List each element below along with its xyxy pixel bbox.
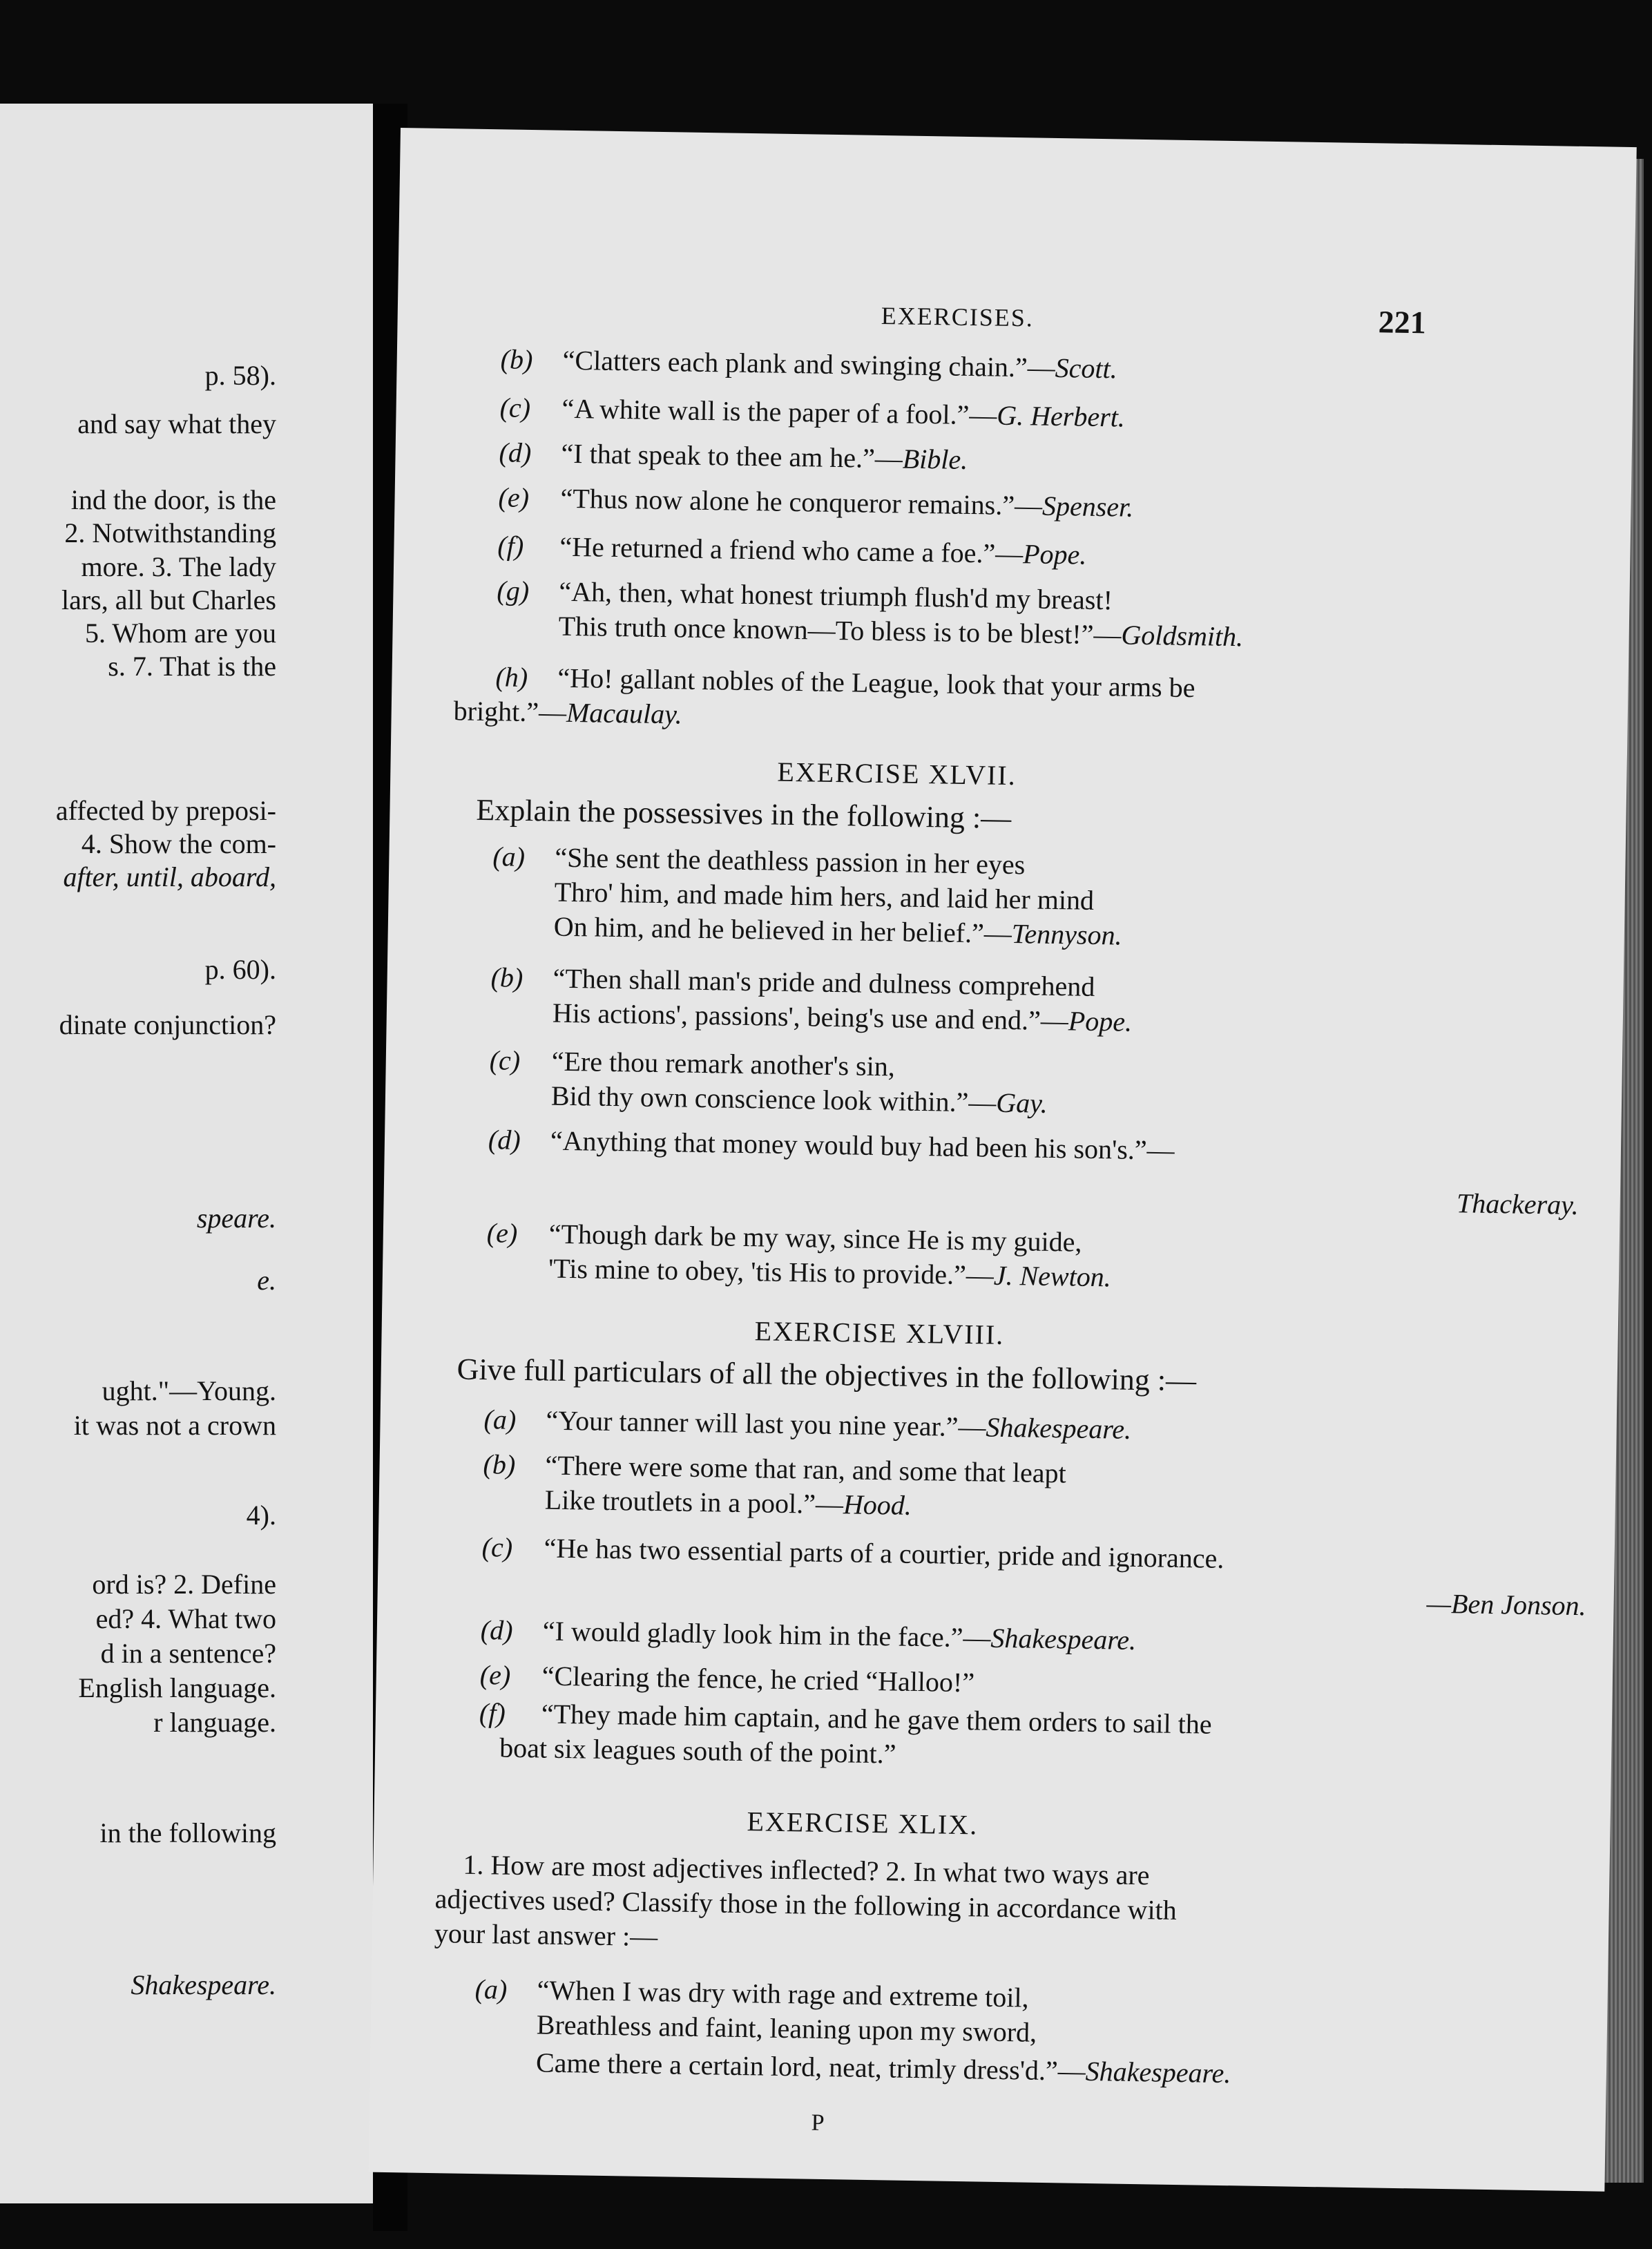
text-line [474,2046,1231,2089]
text-line [487,1217,1082,1259]
left-page-line: ed? 4. What two [95,1603,276,1634]
right-page [369,128,1637,2192]
left-page-line: e. [257,1265,276,1296]
text-line [453,695,682,730]
quote-text: “Anything that money would buy had been his son's.”— [550,1124,1175,1166]
text-line [498,481,1133,523]
text-line [480,1614,1136,1656]
text-line [492,875,1094,917]
text-line [489,1044,895,1082]
text-line [434,1917,658,1953]
quote-text: “Clearing the fence, he cried “Halloo!” [541,1660,975,1698]
item-label: (a) [483,1404,517,1435]
left-page-line: 2. Notwithstanding [64,517,276,548]
text-line [486,1252,1111,1293]
item-label: (a) [474,1973,508,2005]
author-attribution: Scott. [1055,352,1118,385]
text-line [482,1483,912,1522]
item-label: (c) [499,392,531,424]
text-line [496,609,1243,653]
quote-text: your last answer :— [434,1917,658,1953]
left-page-line: it was not a crown [73,1410,276,1441]
quote-text: “Ere thou remark another's sin, [551,1045,896,1082]
author-attribution: Spenser. [1041,490,1134,523]
item-label: (e) [479,1659,511,1691]
quote-text: “There were some that ran, and some that leapt [545,1449,1067,1489]
quote-text: 'Tis mine to obey, 'tis His to provide.”— [548,1252,995,1291]
text-line [497,530,1087,571]
left-page-line: d in a sentence? [100,1638,276,1669]
author-attribution: Pope. [1022,538,1087,571]
quote-text: “I would gladly look him in the face.”— [542,1615,991,1654]
running-head: EXERCISES. [881,301,1035,332]
exercise-49-heading: EXERCISE XLIX. [747,1806,979,1841]
text-line [489,1079,1048,1120]
item-label: (f) [479,1697,506,1729]
quote-text: 1. How are most adjectives inflected? 2. In what two ways are [463,1848,1150,1891]
item-label: (e) [498,481,530,513]
author-attribution: —Ben Jonson. [1426,1587,1586,1622]
text-line [490,961,1095,1003]
author-attribution: Shakespeare. [1085,2055,1231,2089]
text-line [474,1973,1029,2014]
item-label: (d) [480,1614,513,1646]
author-attribution: Gay. [995,1087,1048,1119]
author-attribution: Bible. [902,443,968,475]
left-page-line: p. 58). [204,360,276,391]
left-page-line: English language. [78,1672,276,1703]
item-label: (b) [500,343,533,376]
quote-text: “They made him captain, and he gave them orders to sail the [541,1698,1212,1740]
quote-text: “Clatters each plank and swinging chain.”— [562,344,1056,383]
left-page-line: p. 60). [204,954,276,985]
item-label: (d) [488,1124,521,1156]
item-label: (b) [483,1448,516,1480]
text-line [499,437,968,476]
quote-text: His actions', passions', being's use and end.”— [552,997,1069,1037]
text-line [481,1531,1224,1575]
text-line [483,1404,1131,1446]
item-label: (f) [497,530,524,562]
quote-text: This truth once known—To bless is to be blest!”— [558,610,1122,651]
left-page-line: lars, all but Charles [61,584,276,615]
author-attribution: Goldsmith. [1121,619,1244,653]
left-page-line: s. 7. That is the [108,651,276,682]
quote-text: “Thus now alone he conqueror remains.”— [560,482,1043,521]
left-page-line: ught."—Young. [102,1375,276,1406]
left-page-line: speare. [196,1203,276,1234]
quote-text: Breathless and faint, leaning upon my sword, [536,2009,1037,2048]
left-page-line: and say what they [77,408,276,439]
author-attribution: Shakespeare. [990,1622,1137,1656]
exercise-48-instructions: Give full particulars of all the objectives in the following :— [457,1352,1197,1398]
left-page-line: 4). [246,1500,276,1531]
text-line [500,343,1117,385]
quote-text: Like troutlets in a pool.”— [544,1484,844,1520]
exercise-47-instructions: Explain the possessives in the following :— [476,792,1012,836]
author-attribution: Shakespeare. [986,1411,1132,1445]
author-attribution: Tennyson. [1011,918,1122,951]
quote-text: “Ah, then, what honest triumph flush'd my breast! [559,575,1113,616]
text-line [492,841,1026,881]
text-line [474,2008,1037,2049]
left-page-line: ind the door, is the [70,484,276,515]
quote-text: “When I was dry with rage and extreme toil, [537,1974,1029,2013]
text-line [479,1659,974,1698]
author-attribution: Thackeray. [1456,1187,1579,1221]
item-label: (h) [495,661,528,693]
text-line [1364,1587,1586,1622]
quote-text: adjectives used? Classify those in the following in accordance with [434,1883,1178,1926]
quote-text: “I that speak to thee am he.”— [561,437,903,475]
left-page [0,104,373,2203]
text-line [1394,1187,1579,1221]
left-page-line: 5. Whom are you [85,618,276,649]
quote-text: “He has two essential parts of a courtier, pride and ignorance. [544,1532,1224,1574]
text-line [492,910,1122,951]
quote-text: Thro' him, and made him hers, and laid her mind [554,876,1095,916]
text-line [483,1448,1066,1489]
left-page-line: affected by preposi- [55,795,276,826]
text-line [488,1124,1175,1167]
item-label: (a) [492,841,526,872]
page-number: 221 [1378,304,1427,341]
exercise-47-heading: EXERCISE XLVII. [777,756,1017,792]
quote-text: boat six leagues south of the point.” [499,1732,896,1770]
item-label: (d) [499,437,532,469]
item-label: (c) [489,1044,521,1076]
signature-mark: P [811,2109,825,2136]
quote-text: Came there a certain lord, neat, trimly dress'd.”— [535,2047,1086,2087]
left-page-line: after, until, aboard, [63,861,276,892]
item-label: (e) [486,1217,518,1249]
item-label: (c) [481,1531,513,1563]
author-attribution: Pope. [1068,1005,1133,1037]
left-page-line: more. 3. The lady [81,551,276,582]
quote-text: “A white wall is the paper of a fool.”— [561,392,997,431]
text-line [490,996,1133,1038]
item-label: (g) [497,575,530,607]
author-attribution: G. Herbert. [997,399,1126,433]
quote-text: “Your tanner will last you nine year.”— [546,1404,986,1443]
left-page-line: Shakespeare. [131,1969,276,2000]
text-line [499,392,1125,433]
quote-text: “She sent the deathless passion in her eyes [555,841,1026,881]
author-attribution: J. Newton. [993,1259,1112,1293]
left-page-line: r language. [153,1707,276,1738]
left-page-line: dinate conjunction? [59,1009,276,1040]
quote-text: “He returned a friend who came a foe.”— [559,530,1024,570]
item-label: (b) [490,961,524,993]
quote-text: bright.”— [453,695,567,728]
text-line [437,1731,896,1770]
left-page-line: in the following [99,1817,276,1848]
quote-text: “Though dark be my way, since He is my guide, [548,1218,1082,1258]
author-attribution: Macaulay. [566,696,683,730]
exercise-48-heading: EXERCISE XLVIII. [754,1315,1005,1350]
quote-text: “Then shall man's pride and dulness comprehend [553,962,1095,1002]
left-page-line: 4. Show the com- [81,828,276,859]
quote-text: “Ho! gallant nobles of the League, look that your arms be [557,662,1195,704]
left-page-line: ord is? 2. Define [92,1569,276,1600]
quote-text: On him, and he believed in her belief.”— [553,910,1012,950]
quote-text: Bid thy own conscience look within.”— [550,1080,997,1118]
author-attribution: Hood. [843,1489,912,1521]
text-line [497,575,1113,616]
